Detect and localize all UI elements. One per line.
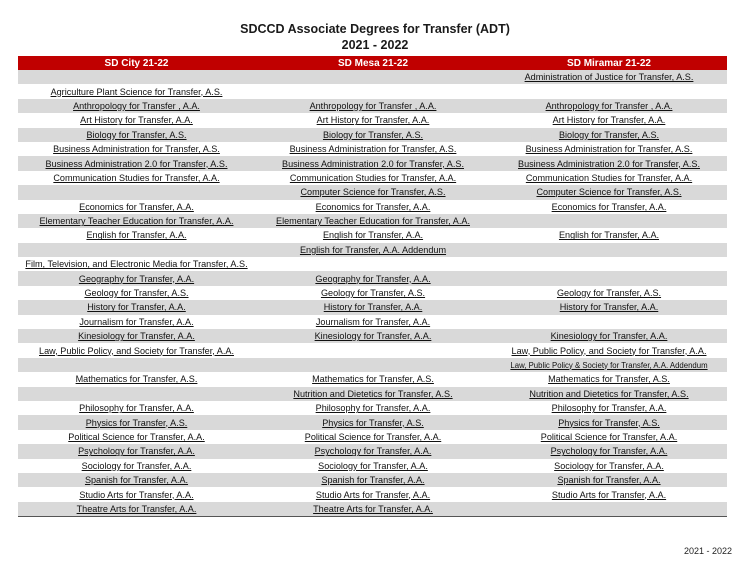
cell-miramar <box>491 473 727 487</box>
cell-miramar <box>491 387 727 401</box>
degree-link[interactable]: Law, Public Policy & Society for Transfer, A.A. Addendum <box>510 360 708 370</box>
degree-link[interactable]: Law, Public Policy, and Society for Transfer, A.A. <box>511 345 707 356</box>
degree-link[interactable]: Spanish for Transfer, A.A. <box>321 475 425 486</box>
table-row <box>18 185 727 199</box>
table-row <box>18 444 727 458</box>
cell-miramar <box>491 343 727 357</box>
degree-link[interactable]: Economics for Transfer, A.A. <box>79 201 194 212</box>
cell-city <box>18 257 255 271</box>
column-header-mesa: SD Mesa 21-22 <box>255 56 491 70</box>
table-row <box>18 329 727 343</box>
degree-link[interactable]: Biology for Transfer, A.S. <box>322 129 424 140</box>
degree-link[interactable]: Communication Studies for Transfer, A.A. <box>289 172 457 183</box>
degree-link[interactable]: Communication Studies for Transfer, A.A. <box>53 172 220 183</box>
cell-mesa <box>255 502 491 517</box>
cell-city <box>18 358 255 372</box>
table-row <box>18 300 727 314</box>
degree-link[interactable]: Studio Arts for Transfer, A.A. <box>315 489 431 500</box>
cell-miramar <box>491 156 727 170</box>
cell-city <box>18 243 255 257</box>
degree-link[interactable]: Journalism for Transfer, A.A. <box>315 316 431 327</box>
degree-link[interactable]: Art History for Transfer, A.A. <box>552 115 666 126</box>
cell-city <box>18 200 255 214</box>
degree-link[interactable]: Agriculture Plant Science for Transfer, A.S. <box>50 86 223 97</box>
cell-city <box>18 343 255 357</box>
degree-link[interactable]: Theatre Arts for Transfer, A.A. <box>313 503 433 514</box>
cell-miramar <box>491 315 727 329</box>
cell-city <box>18 401 255 415</box>
cell-mesa <box>255 444 491 458</box>
table-header-row <box>18 56 727 70</box>
table-row <box>18 99 727 113</box>
cell-city <box>18 487 255 501</box>
cell-city <box>18 228 255 242</box>
degree-link[interactable]: Computer Science for Transfer, A.S. <box>300 187 446 198</box>
cell-mesa <box>255 171 491 185</box>
page-title: SDCCD Associate Degrees for Transfer (ADT) <box>240 22 510 36</box>
cell-miramar <box>491 142 727 156</box>
table-row <box>18 315 727 329</box>
degree-link[interactable]: Anthropology for Transfer , A.A. <box>309 100 437 111</box>
degree-link[interactable]: Business Administration for Transfer, A.S. <box>289 144 457 155</box>
degree-link[interactable]: Economics for Transfer, A.A. <box>315 201 431 212</box>
degree-link[interactable]: Anthropology for Transfer , A.A. <box>545 100 673 111</box>
cell-miramar <box>491 487 727 501</box>
table-row <box>18 200 727 214</box>
cell-miramar <box>491 243 727 257</box>
cell-miramar <box>491 128 727 142</box>
table-row <box>18 286 727 300</box>
degree-link[interactable]: English for Transfer, A.A. <box>558 230 660 241</box>
cell-miramar <box>491 444 727 458</box>
table-row <box>18 415 727 429</box>
cell-mesa <box>255 401 491 415</box>
table-row <box>18 84 727 98</box>
cell-city <box>18 473 255 487</box>
column-header-city: SD City 21-22 <box>18 56 255 70</box>
degree-link[interactable]: Philosophy for Transfer, A.A. <box>315 403 431 414</box>
cell-miramar <box>491 372 727 386</box>
table-row <box>18 473 727 487</box>
degree-link[interactable]: Geology for Transfer, A.S. <box>320 288 426 299</box>
degree-link[interactable]: Nutrition and Dietetics for Transfer, A.S. <box>529 388 689 399</box>
cell-miramar <box>491 415 727 429</box>
degree-link[interactable]: Kinesiology for Transfer, A.A. <box>550 331 668 342</box>
page-subtitle: 2021 - 2022 <box>341 38 409 52</box>
cell-mesa <box>255 343 491 357</box>
degree-link[interactable]: Kinesiology for Transfer, A.A. <box>78 331 195 342</box>
cell-mesa <box>255 473 491 487</box>
cell-city <box>18 300 255 314</box>
degree-link[interactable]: Business Administration 2.0 for Transfer, A.S. <box>45 158 228 169</box>
cell-city <box>18 430 255 444</box>
degree-link[interactable]: History for Transfer, A.A. <box>323 302 423 313</box>
table-body <box>18 70 727 517</box>
cell-city <box>18 70 255 84</box>
table-row <box>18 214 727 228</box>
cell-miramar <box>491 358 727 372</box>
degree-link[interactable]: Theatre Arts for Transfer, A.A. <box>76 503 197 514</box>
cell-city <box>18 271 255 285</box>
table-row <box>18 128 727 142</box>
degree-link[interactable]: Mathematics for Transfer, A.S. <box>548 374 670 385</box>
cell-miramar <box>491 401 727 415</box>
degree-link[interactable]: Spanish for Transfer, A.A. <box>557 475 661 486</box>
cell-miramar <box>491 286 727 300</box>
degree-link[interactable]: Biology for Transfer, A.S. <box>86 129 187 140</box>
degree-link[interactable]: Business Administration 2.0 for Transfer, A.S. <box>282 158 464 169</box>
cell-miramar <box>491 329 727 343</box>
degree-link[interactable]: Art History for Transfer, A.A. <box>80 115 193 126</box>
degree-link[interactable]: Sociology for Transfer, A.A. <box>554 460 664 471</box>
degree-link[interactable]: Art History for Transfer, A.A. <box>316 115 430 126</box>
cell-mesa <box>255 128 491 142</box>
table-row <box>18 358 727 372</box>
degree-link[interactable]: Communication Studies for Transfer, A.A. <box>525 172 693 183</box>
table-row <box>18 156 727 170</box>
degree-link[interactable]: Journalism for Transfer, A.A. <box>79 316 194 327</box>
degree-link[interactable]: Mathematics for Transfer, A.S. <box>312 374 434 385</box>
cell-mesa <box>255 257 491 271</box>
degree-link[interactable]: Biology for Transfer, A.S. <box>558 129 660 140</box>
cell-mesa <box>255 487 491 501</box>
table-row <box>18 257 727 271</box>
degree-link[interactable]: Geology for Transfer, A.S. <box>84 288 189 299</box>
degree-link[interactable]: Physics for Transfer, A.S. <box>322 417 424 428</box>
degree-link[interactable]: English for Transfer, A.A. <box>322 230 424 241</box>
degree-link[interactable]: Nutrition and Dietetics for Transfer, A.S. <box>293 388 453 399</box>
cell-miramar <box>491 271 727 285</box>
table-row <box>18 271 727 285</box>
table-row <box>18 459 727 473</box>
degree-link[interactable]: Law, Public Policy, and Society for Transfer, A.A. <box>39 345 234 356</box>
cell-miramar <box>491 185 727 199</box>
degree-link[interactable]: Political Science for Transfer, A.A. <box>304 431 442 442</box>
degree-link[interactable]: Elementary Teacher Education for Transfer, A.A. <box>39 216 234 227</box>
cell-miramar <box>491 200 727 214</box>
degree-link[interactable]: Geography for Transfer, A.A. <box>315 273 431 284</box>
degree-link[interactable]: Studio Arts for Transfer, A.A. <box>79 489 194 500</box>
cell-miramar <box>491 214 727 228</box>
cell-city <box>18 444 255 458</box>
cell-miramar <box>491 84 727 98</box>
cell-miramar <box>491 70 727 84</box>
cell-mesa <box>255 228 491 242</box>
cell-mesa <box>255 84 491 98</box>
table-row <box>18 387 727 401</box>
cell-city <box>18 329 255 343</box>
cell-city <box>18 185 255 199</box>
degree-link[interactable]: Studio Arts for Transfer, A.A. <box>551 489 667 500</box>
cell-mesa <box>255 372 491 386</box>
cell-mesa <box>255 99 491 113</box>
degree-link[interactable]: Psychology for Transfer, A.A. <box>550 446 668 457</box>
cell-city <box>18 171 255 185</box>
cell-city <box>18 99 255 113</box>
table-row <box>18 142 727 156</box>
table-row <box>18 243 727 257</box>
cell-city <box>18 387 255 401</box>
degree-link[interactable]: Philosophy for Transfer, A.A. <box>79 403 194 414</box>
degree-link[interactable]: History for Transfer, A.A. <box>559 302 659 313</box>
degree-link[interactable]: English for Transfer, A.A. Addendum <box>299 244 447 255</box>
degree-link[interactable]: Elementary Teacher Education for Transfer, A.A. <box>276 216 470 227</box>
degree-link[interactable]: English for Transfer, A.A. <box>86 230 187 241</box>
cell-city <box>18 142 255 156</box>
cell-mesa <box>255 358 491 372</box>
cell-city <box>18 415 255 429</box>
table-row <box>18 70 727 84</box>
table-row <box>18 430 727 444</box>
cell-mesa <box>255 315 491 329</box>
degree-link[interactable]: Film, Television, and Electronic Media for Transfer, A.S. <box>25 259 248 270</box>
degree-link[interactable]: History for Transfer, A.A. <box>87 302 186 313</box>
cell-mesa <box>255 214 491 228</box>
footer-year: 2021 - 2022 <box>683 546 732 556</box>
table-row <box>18 401 727 415</box>
degree-link[interactable]: Spanish for Transfer, A.A. <box>84 475 189 486</box>
cell-miramar <box>491 171 727 185</box>
degree-link[interactable]: Political Science for Transfer, A.A. <box>540 431 678 442</box>
cell-mesa <box>255 300 491 314</box>
cell-mesa <box>255 415 491 429</box>
cell-city <box>18 286 255 300</box>
cell-miramar <box>491 502 727 517</box>
table-row <box>18 487 727 501</box>
degree-link[interactable]: Administration of Justice for Transfer, A.S. <box>524 72 694 83</box>
table-row <box>18 171 727 185</box>
cell-mesa <box>255 185 491 199</box>
table-row <box>18 502 727 517</box>
degree-link[interactable]: Business Administration for Transfer, A.S. <box>53 144 220 155</box>
degree-link[interactable]: Philosophy for Transfer, A.A. <box>551 403 667 414</box>
cell-city <box>18 84 255 98</box>
cell-mesa <box>255 387 491 401</box>
degree-link[interactable]: Sociology for Transfer, A.A. <box>318 460 428 471</box>
table-row <box>18 343 727 357</box>
degrees-table <box>18 56 727 517</box>
cell-mesa <box>255 142 491 156</box>
cell-miramar <box>491 257 727 271</box>
cell-mesa <box>255 200 491 214</box>
cell-mesa <box>255 329 491 343</box>
degree-link[interactable]: Psychology for Transfer, A.A. <box>314 446 432 457</box>
degree-link[interactable]: Geology for Transfer, A.S. <box>556 288 662 299</box>
degree-link[interactable]: Sociology for Transfer, A.A. <box>81 460 192 471</box>
cell-mesa <box>255 430 491 444</box>
cell-mesa <box>255 156 491 170</box>
cell-city <box>18 128 255 142</box>
cell-mesa <box>255 459 491 473</box>
cell-city <box>18 156 255 170</box>
degree-link[interactable]: Physics for Transfer, A.S. <box>85 417 188 428</box>
column-header-miramar: SD Miramar 21-22 <box>491 56 727 70</box>
table-row <box>18 372 727 386</box>
cell-mesa <box>255 113 491 127</box>
degree-link[interactable]: Business Administration for Transfer, A.S. <box>525 144 693 155</box>
cell-miramar <box>491 113 727 127</box>
cell-miramar <box>491 430 727 444</box>
cell-city <box>18 372 255 386</box>
cell-city <box>18 113 255 127</box>
cell-miramar <box>491 459 727 473</box>
table-row <box>18 228 727 242</box>
degree-link[interactable]: Kinesiology for Transfer, A.A. <box>314 331 432 342</box>
degree-link[interactable]: Economics for Transfer, A.A. <box>551 201 667 212</box>
table-row <box>18 113 727 127</box>
degree-link[interactable]: Anthropology for Transfer , A.A. <box>73 100 200 111</box>
degree-link[interactable]: Computer Science for Transfer, A.S. <box>536 187 682 198</box>
cell-miramar <box>491 300 727 314</box>
cell-mesa <box>255 243 491 257</box>
cell-city <box>18 502 255 517</box>
cell-city <box>18 459 255 473</box>
cell-city <box>18 315 255 329</box>
cell-mesa <box>255 286 491 300</box>
cell-city <box>18 214 255 228</box>
degree-link[interactable]: Political Science for Transfer, A.A. <box>68 431 205 442</box>
cell-miramar <box>491 228 727 242</box>
degree-link[interactable]: Mathematics for Transfer, A.S. <box>75 374 198 385</box>
degree-link[interactable]: Physics for Transfer, A.S. <box>558 417 660 428</box>
degree-link[interactable]: Geography for Transfer, A.A. <box>78 273 195 284</box>
cell-mesa <box>255 271 491 285</box>
degree-link[interactable]: Business Administration 2.0 for Transfer, A.S. <box>518 158 700 169</box>
degree-link[interactable]: Psychology for Transfer, A.A. <box>78 446 195 457</box>
cell-mesa <box>255 70 491 84</box>
cell-miramar <box>491 99 727 113</box>
